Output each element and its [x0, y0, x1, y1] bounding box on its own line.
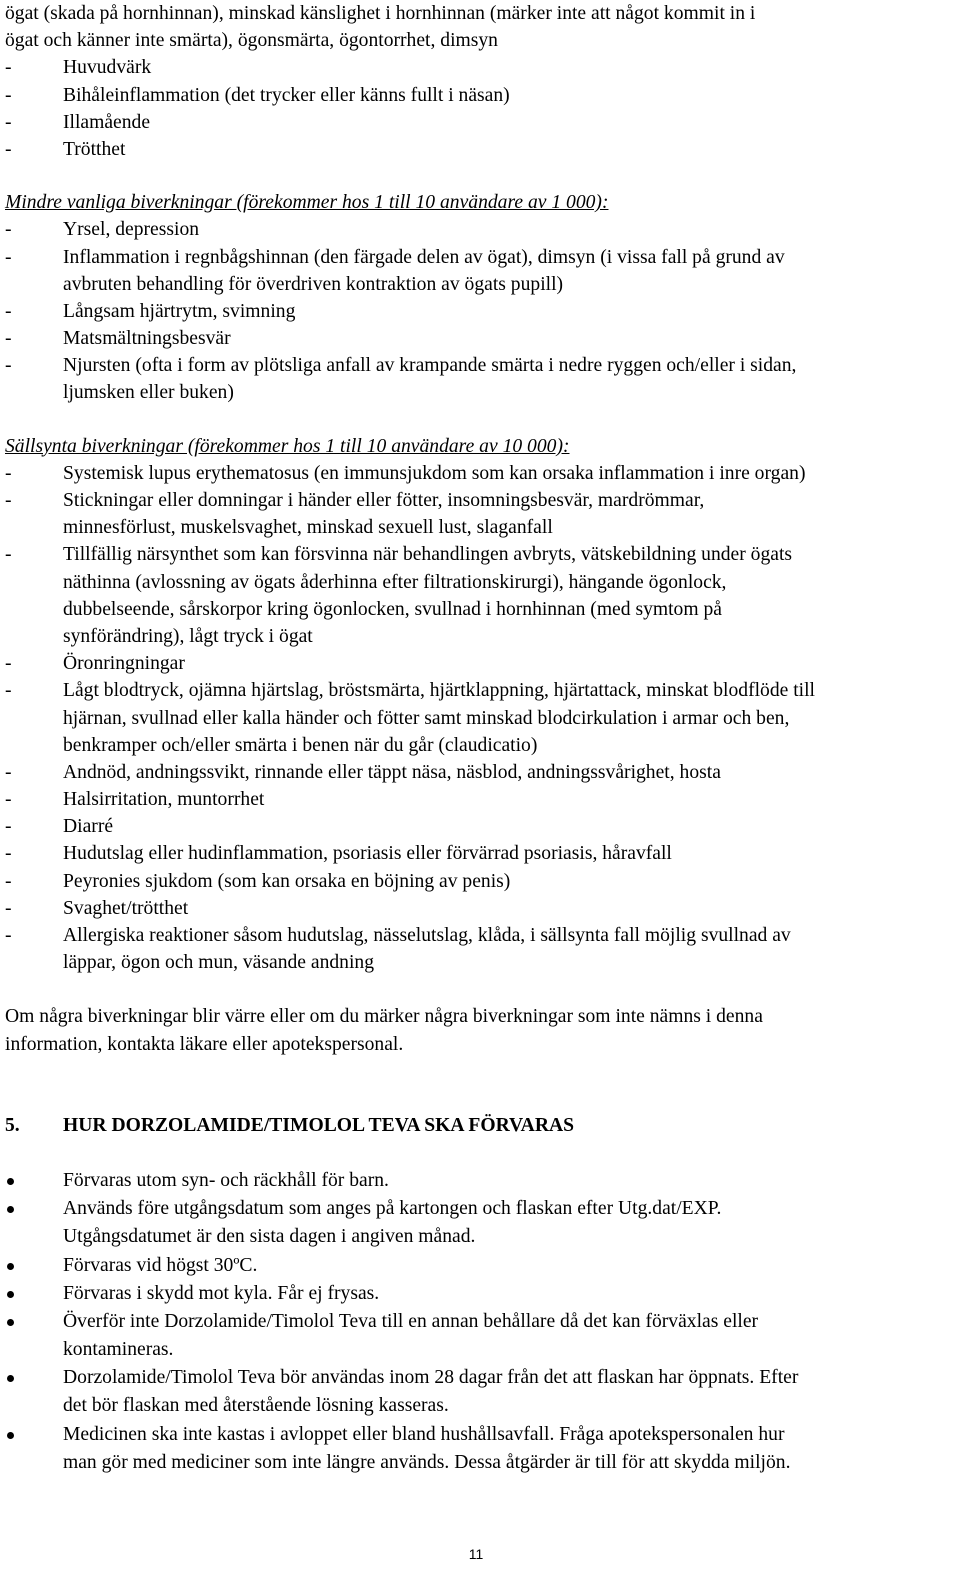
list-item-continuation: synförändring), lågt tryck i ögat [63, 625, 313, 647]
bullet-item: Överför inte Dorzolamide/Timolol Teva till en annan behållare då det kan förväxlas eller [5, 1308, 957, 1336]
list-item: - Trötthet [5, 138, 126, 160]
list-item-continuation: avbruten behandling för överdriven kontraktion av ögats pupill) [63, 273, 564, 295]
list-item: - Bihåleinflammation (det trycker eller känns fullt i näsan) [5, 84, 510, 106]
bullet-item: Medicinen ska inte kastas i avloppet eller bland hushållsavfall. Fråga apotekspersonalen hur [5, 1421, 957, 1449]
section-heading [5, 1112, 957, 1139]
bullet-item: Förvaras i skydd mot kyla. Får ej frysas. [5, 1280, 957, 1308]
bullet-icon [7, 1206, 14, 1213]
bullet-icon [7, 1319, 14, 1326]
bullet-icon [7, 1263, 14, 1270]
list-item: - Matsmältningsbesvär [5, 328, 231, 350]
list-item: - Öronringningar [5, 653, 185, 675]
uncommon-heading: Mindre vanliga biverkningar (förekommer hos 1 till 10 användare av 1 000): [5, 192, 609, 214]
list-item-continuation: läppar, ögon och mun, väsande andning [63, 952, 375, 974]
closing-paragraph: Om några biverkningar blir värre eller om du märker några biverkningar som inte nämns i denna [5, 1006, 763, 1028]
list-item-continuation: benkramper och/eller smärta i benen när du går (claudicatio) [63, 734, 538, 756]
list-item-continuation: ljumsken eller buken) [63, 382, 234, 404]
list-item: - Allergiska reaktioner såsom hudutslag, nässelutslag, klåda, i sällsynta fall möjlig svullnad av [5, 925, 791, 946]
bullet-item: Förvaras vid högst 30ºC. [5, 1252, 957, 1280]
bullet-item: Förvaras utom syn- och räckhåll för barn. [5, 1167, 957, 1195]
bullet-icon [7, 1375, 14, 1382]
list-item: - Njursten (ofta i form av plötsliga anfall av krampande smärta i nedre ryggen och/eller i sidan, [5, 355, 797, 377]
list-item: - Andnöd, andningssvikt, rinnande eller täppt näsa, näsblod, andningssvårighet, hosta [5, 761, 721, 783]
list-item: - Peyronies sjukdom (som kan orsaka en böjning av penis) [5, 870, 511, 892]
list-item: - Illamående [5, 111, 151, 133]
bullet-item-continuation: Utgångsdatumet är den sista dagen i angiven månad. [63, 1226, 476, 1248]
list-item: - Yrsel, depression [5, 219, 200, 241]
list-item-continuation: dubbelseende, sårskorpor kring ögonlocken, svullnad i hornhinnan (med symtom på [63, 598, 722, 620]
list-item: - Svaghet/trötthet [5, 897, 189, 919]
list-item: - Lågt blodtryck, ojämna hjärtslag, bröstsmärta, hjärtklappning, hjärtattack, minskat blodflöde till [5, 680, 815, 702]
bullet-item-continuation: det bör flaskan med återstående lösning kasseras. [63, 1395, 449, 1417]
intro-line: ögat och känner inte smärta), ögonsmärta, ögontorrhet, dimsyn [5, 30, 498, 52]
document-page [5, 0, 957, 1477]
bullet-item: Dorzolamide/Timolol Teva bör användas inom 28 dagar från det att flaskan har öppnats. Efter [5, 1364, 957, 1392]
bullet-icon [7, 1178, 14, 1185]
list-item: - Systemisk lupus erythematosus (en immunsjukdom som kan orsaka inflammation i inre organ) [5, 462, 806, 484]
list-item: - Huvudvärk [5, 57, 152, 79]
bullet-item-continuation: kontamineras. [63, 1339, 174, 1361]
list-item: - Tillfällig närsynthet som kan försvinna när behandlingen avbryts, vätskebildning under ögats [5, 544, 793, 566]
list-item-continuation: hjärnan, svullnad eller kalla händer och fötter samt minskad blodcirkulation i armar och ben, [63, 707, 790, 729]
list-item: - Halsirritation, muntorrhet [5, 789, 265, 811]
closing-paragraph: information, kontakta läkare eller apotekspersonal. [5, 1033, 404, 1055]
section-title: HUR DORZOLAMIDE/TIMOLOL TEVA SKA FÖRVARAS [63, 1114, 575, 1136]
intro-line: ögat (skada på hornhinnan), minskad känslighet i hornhinnan (märker inte att något kommit in i [5, 3, 756, 24]
bullet-item-continuation: man gör med mediciner som inte längre används. Dessa åtgärder är till för att skydda miljön. [63, 1451, 791, 1473]
rare-heading: Sällsynta biverkningar (förekommer hos 1 till 10 användare av 10 000): [5, 435, 570, 457]
list-item-continuation: minnesförlust, muskelsvaghet, minskad sexuell lust, slaganfall [63, 517, 553, 539]
list-item: - Stickningar eller domningar i händer eller fötter, insomningsbesvär, mardrömmar, [5, 490, 705, 511]
list-item: - Diarré [5, 816, 114, 838]
list-item: - Inflammation i regnbågshinnan (den färgade delen av ögat), dimsyn (i vissa fall på grund av [5, 246, 785, 268]
bullet-icon [7, 1432, 14, 1439]
bullet-item: Används före utgångsdatum som anges på kartongen och flaskan efter Utg.dat/EXP. [5, 1195, 957, 1223]
bullet-icon [7, 1291, 14, 1298]
list-item: - Långsam hjärtrytm, svimning [5, 300, 296, 322]
page-number: 11 [468, 1546, 484, 1562]
list-item: - Hudutslag eller hudinflammation, psoriasis eller förvärrad psoriasis, håravfall [5, 843, 672, 865]
section-number: 5. [5, 1114, 20, 1136]
list-item-continuation: näthinna (avlossning av ögats åderhinna efter filtrationskirurgi), hängande ögonlock, [63, 571, 727, 593]
